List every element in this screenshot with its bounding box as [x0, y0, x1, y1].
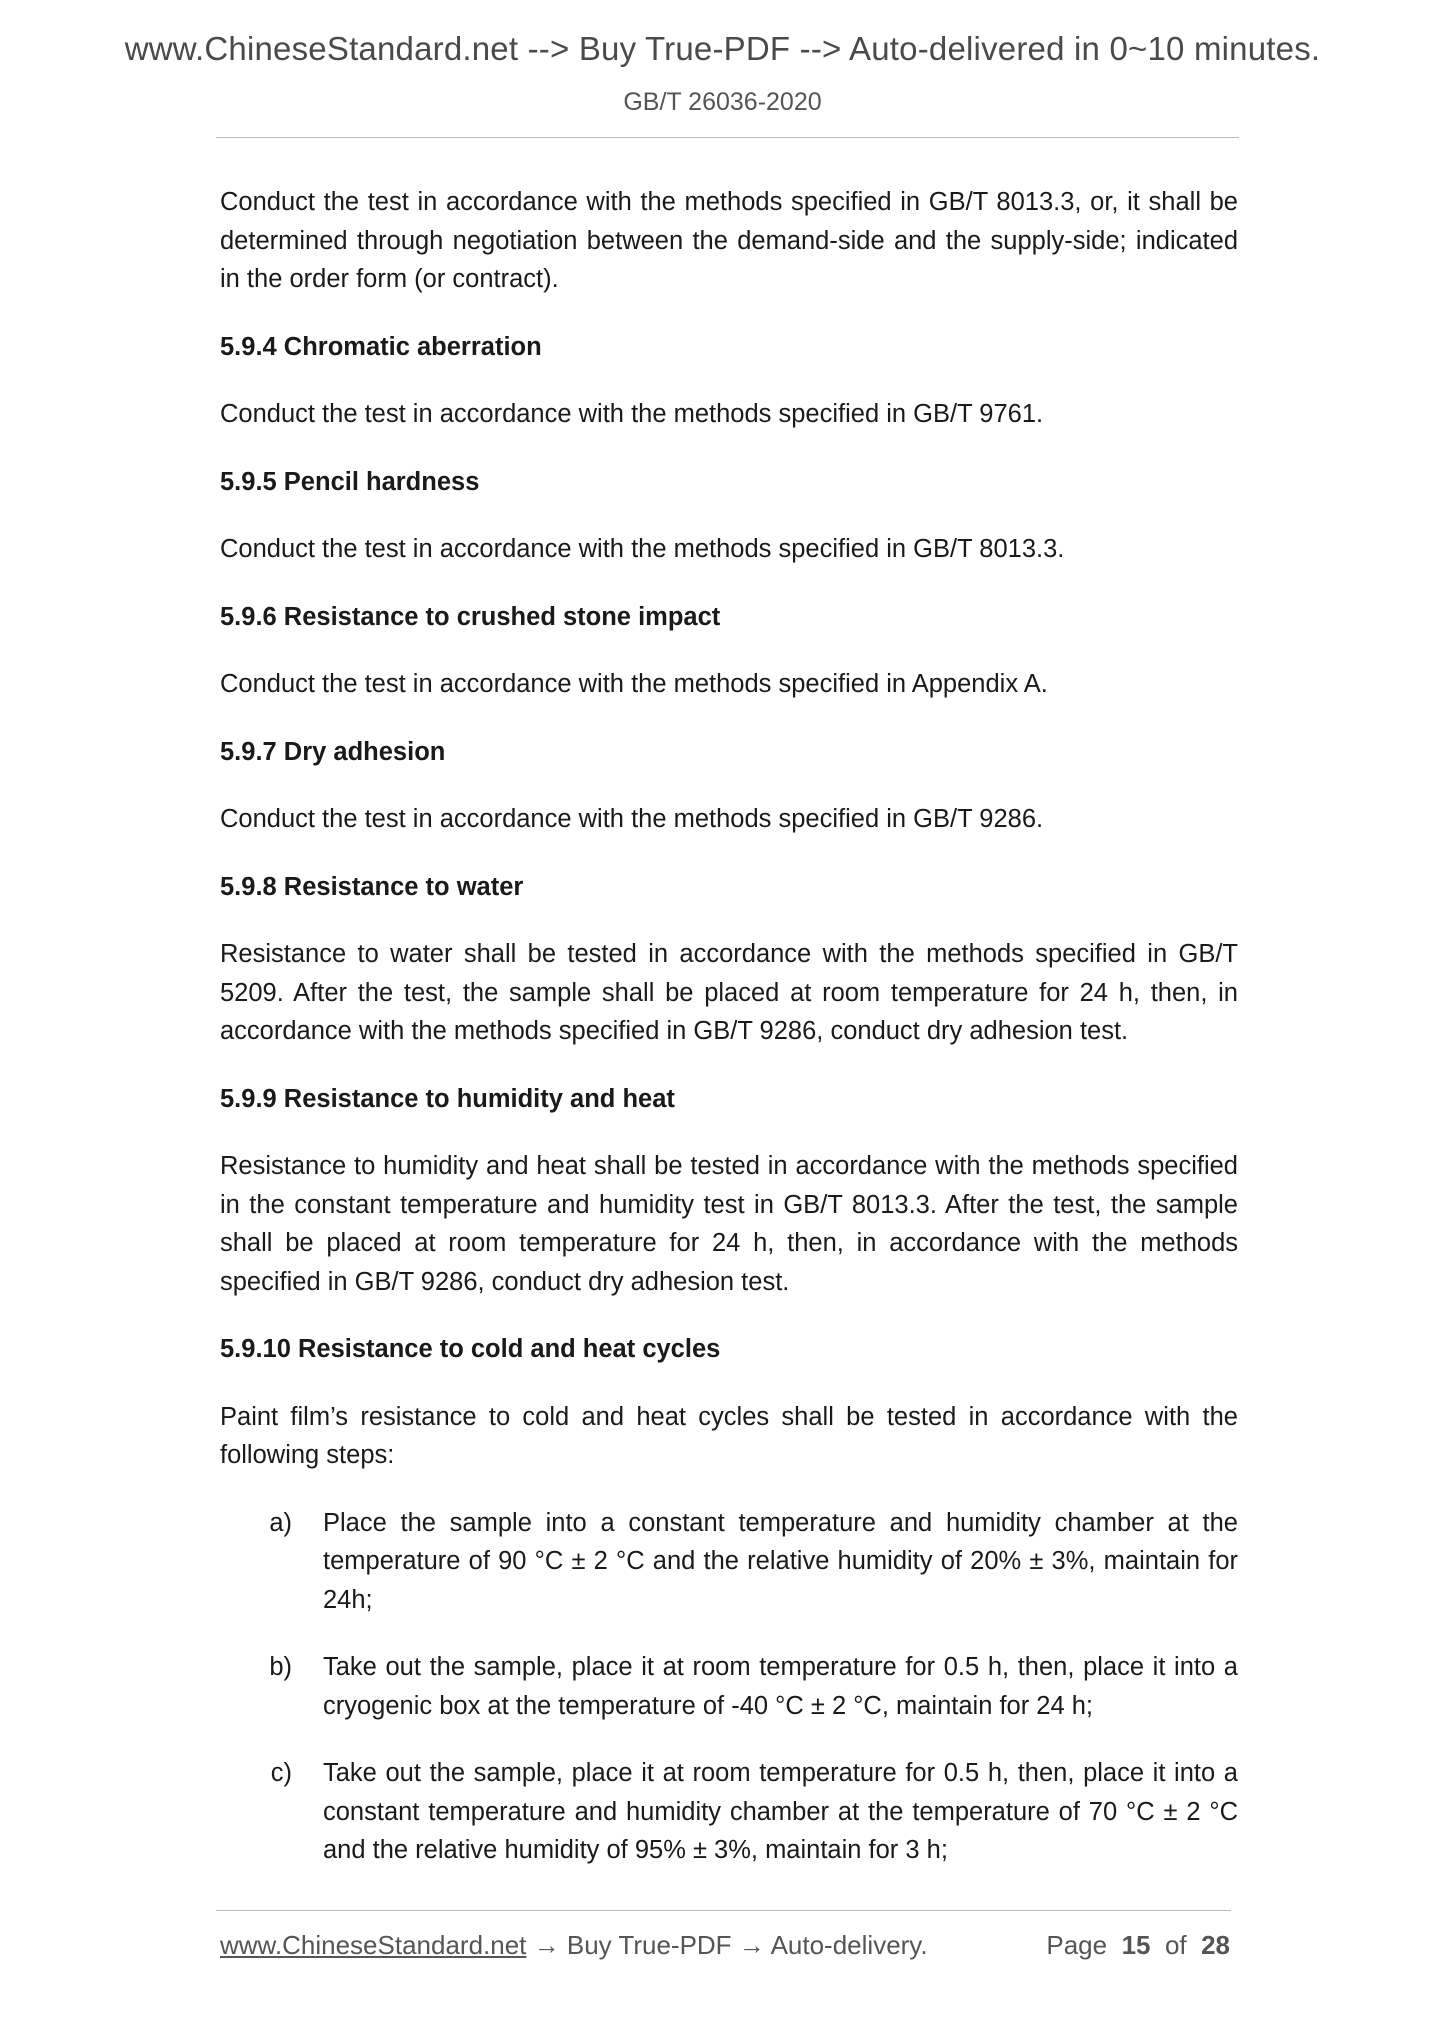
- document-body: [220, 183, 1238, 1899]
- footer-tagline: → Buy True-PDF → Auto-delivery.: [526, 1930, 928, 1960]
- page-label: Page: [1046, 1930, 1108, 1960]
- section-heading: 5.9.7 Dry adhesion: [220, 737, 446, 766]
- document-code: GB/T 26036-2020: [623, 88, 822, 116]
- site-banner: www.ChineseStandard.net --> Buy True-PDF --> Auto-delivered in 0~10 minutes.: [124, 30, 1321, 67]
- section-heading: 5.9.6 Resistance to crushed stone impact: [220, 602, 721, 631]
- section-paragraph: Conduct the test in accordance with the methods specified in GB/T 9761.: [220, 400, 1044, 428]
- list-item: [220, 1504, 1238, 1620]
- footer-promo: [220, 1930, 928, 1961]
- section-heading: 5.9.5 Pencil hardness: [220, 467, 480, 496]
- list-item: [220, 1648, 1238, 1725]
- section-paragraph: Conduct the test in accordance with the methods specified in GB/T 8013.3.: [220, 535, 1065, 563]
- list-item: [220, 1754, 1238, 1870]
- section-paragraph: Conduct the test in accordance with the methods specified in Appendix A.: [220, 670, 1048, 698]
- intro-paragraph: Conduct the test in accordance with the methods specified in GB/T 8013.3, or, it shall be determined through negotiation between the demand-side and the supply-side; indicated in the order form (or contract).: [220, 188, 1238, 293]
- section-paragraph: Conduct the test in accordance with the methods specified in GB/T 9286.: [220, 805, 1044, 833]
- page-number: 15: [1121, 1930, 1151, 1960]
- list-item-marker: c): [270, 1759, 292, 1787]
- section-paragraph: Paint film’s resistance to cold and heat cycles shall be tested in accordance with the following steps:: [220, 1402, 1238, 1469]
- section-paragraph: Resistance to water shall be tested in accordance with the methods specified in GB/T 5209. After the test, the sample shall be placed at room temperature for 24 h, then, in accordance with the methods specified in GB/T 9286, conduct dry adhesion test.: [220, 940, 1238, 1045]
- section-paragraph: Resistance to humidity and heat shall be tested in accordance with the methods specified in the constant temperature and humidity test in GB/T 8013.3. After the test, the sample shall be placed at room temperature for 24 h, then, in accordance with the methods specified in GB/T 9286, conduct dry adhesion test.: [220, 1152, 1238, 1296]
- site-link[interactable]: www.ChineseStandard.net: [220, 1930, 527, 1960]
- section-heading: 5.9.4 Chromatic aberration: [220, 332, 542, 361]
- list-item-marker: a): [269, 1508, 292, 1537]
- page-indicator: [1046, 1930, 1230, 1961]
- total-pages: 28: [1201, 1930, 1230, 1960]
- list-item-marker: b): [269, 1653, 292, 1681]
- list-item-text: Place the sample into a constant temperature and humidity chamber at the temperature of 90 °C ± 2 °C and the relative humidity of 20% ± 3%, maintain for 24h;: [323, 1508, 1238, 1614]
- step-list: [220, 1504, 1238, 1870]
- section-heading: 5.9.9 Resistance to humidity and heat: [220, 1084, 675, 1113]
- section-heading: 5.9.8 Resistance to water: [220, 872, 524, 901]
- list-item-text: Take out the sample, place it at room temperature for 0.5 h, then, place it into a constant temperature and humidity chamber at the temperature of 70 °C ± 2 °C and the relative humidity of 95% ± 3%, maintain for 3 h;: [323, 1759, 1238, 1864]
- list-item-text: Take out the sample, place it at room temperature for 0.5 h, then, place it into a cryogenic box at the temperature of -40 °C ± 2 °C, maintain for 24 h;: [323, 1653, 1238, 1720]
- header-divider: [216, 137, 1239, 138]
- footer-divider: [216, 1910, 1231, 1911]
- section-heading: 5.9.10 Resistance to cold and heat cycles: [220, 1335, 721, 1363]
- of-label: of: [1164, 1930, 1187, 1960]
